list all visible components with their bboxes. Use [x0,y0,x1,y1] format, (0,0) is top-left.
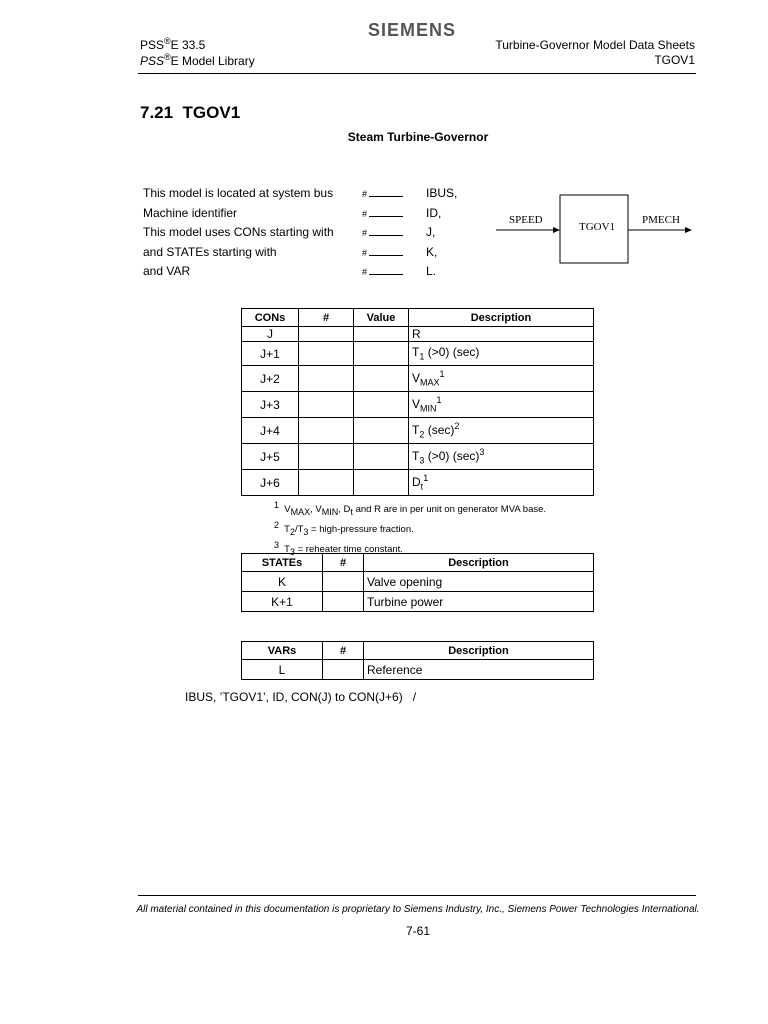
col-header-num: # [299,309,354,327]
footnotes [274,499,546,559]
col-header-num: # [323,642,364,660]
table-row: J R [242,327,594,342]
col-header-vars: VARs [242,642,323,660]
intro-row: This model is located at system bus # IBUS, [143,186,458,200]
section-subtitle: Steam Turbine-Governor [347,130,489,144]
col-header-states: STATEs [242,554,323,572]
cons-header-row [242,309,594,327]
table-row: J+4 $T_2$ $(\sec)^2$ [242,418,594,444]
footnote-marker: 1 [274,500,280,510]
cons-table [241,308,594,496]
table-row: J+5 $T_3$ (>0) $(\sec)^3$ [242,444,594,470]
header-left [140,38,255,70]
section-heading [140,103,240,123]
header-rule [138,73,696,74]
footer-notice: All material contained in this documentation is proprietary to Siemens Industry, Inc., Siemens Power Technologies International. [136,904,700,915]
header-doc-title: Turbine-Governor Model Data Sheets [495,38,695,52]
input-arrowhead [553,227,560,233]
col-header-description: Description [409,309,594,327]
section-number: 7.21 [140,103,174,122]
intro-block [143,184,473,282]
footnote-1: 1 $V_{MAX}$, $V_{MIN}$, $D_t$ and R are in per unit on generator MVA base. [274,500,547,518]
diagram-input-label: SPEED [509,214,543,226]
states-table [241,553,594,612]
footnote-2: 2 $T_2/T_3$ = high-pressure fraction. [274,520,414,538]
table-row: J+1 $T_1$ (>0) (sec) [242,342,594,366]
intro-row: and VAR # L. [143,264,437,278]
table-row: J+3 $V_{MIN}^1$ [242,392,594,418]
intro-row: and STATEs starting with # K, [143,244,438,259]
col-header-cons: CONs [242,309,299,327]
table-row: K+1 Turbine power [242,592,594,612]
table-row: J+6 $D_t^1$ [242,470,594,496]
col-header-value: Value [354,309,409,327]
output-arrowhead [685,227,692,233]
diagram-output-label: PMECH [642,214,680,226]
header-product-version: PSS®E 33.5 [140,36,206,52]
col-header-description: Description [364,554,594,572]
vars-table [241,641,594,680]
col-header-num: # [323,554,364,572]
footnote-3: 3 $T_3$ = reheater time constant. [274,540,403,558]
footnote-marker: 3 [274,540,280,551]
diagram-block-label: TGOV1 [579,221,616,233]
footer-rule [138,895,696,896]
dyr-record-format: IBUS, ’TGOV1’, ID, CON(J) to CON(J+6) / [185,690,417,704]
siemens-logo: SIEMENS [368,20,457,40]
col-header-description: Description [364,642,594,660]
header-right [495,38,695,68]
intro-row: This model uses CONs starting with # J, [143,225,436,239]
table-row: K Valve opening [242,572,594,592]
footnote-marker: 2 [274,520,280,531]
vars-header-row [242,642,594,660]
section-title: TGOV1 [182,103,241,122]
page-number: 7-61 [405,924,431,938]
header-library: PSS®E Model Library [140,52,255,68]
states-header-row [242,554,594,572]
header-model-name: TGOV1 [654,53,695,67]
table-row: L Reference [242,660,594,680]
intro-row: Machine identifier # ID, [143,205,442,220]
table-row: J+2 $V_{MAX}^1$ [242,366,594,392]
